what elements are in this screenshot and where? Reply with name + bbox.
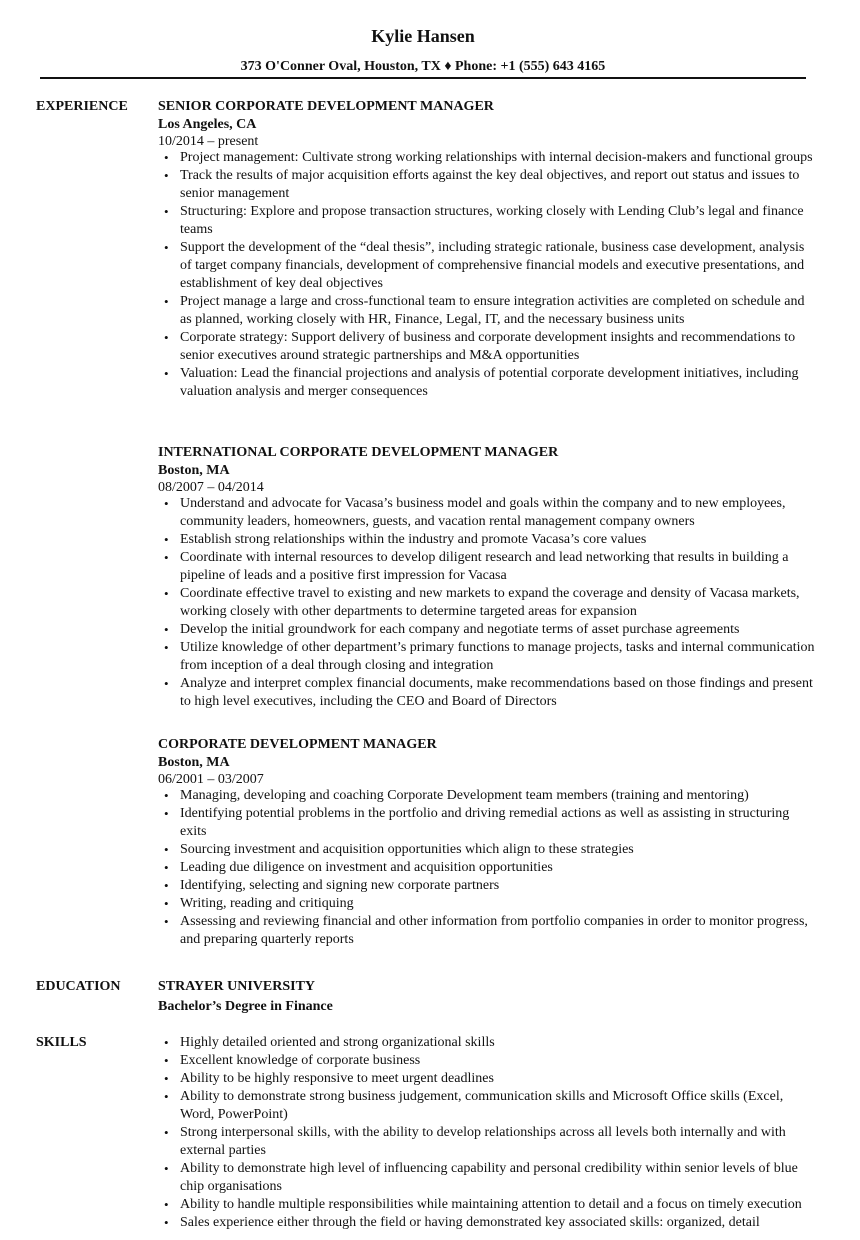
list-item: • Managing, developing and coaching Corporate Development team members (training and mentoring) xyxy=(180,787,818,805)
contact-line: 373 O'Conner Oval, Houston, TX ♦ Phone: +1 (555) 643 4165 xyxy=(240,59,606,74)
list-item: • Ability to demonstrate high level of influencing capability and personal credibility within senior levels of blue chip organisations xyxy=(180,1160,818,1196)
job-location: Boston, MA xyxy=(158,755,230,770)
resume-header xyxy=(0,24,846,48)
job-location: Los Angeles, CA xyxy=(158,117,257,132)
section-label-skills: SKILLS xyxy=(36,1035,87,1050)
job-dates: 10/2014 – present xyxy=(158,134,259,149)
list-item: • Identifying, selecting and signing new corporate partners xyxy=(180,877,818,895)
list-item: • Ability to demonstrate strong business judgement, communication skills and Microsoft Office skills (Excel, Word, PowerPoint) xyxy=(180,1088,818,1124)
job-title: CORPORATE DEVELOPMENT MANAGER xyxy=(158,737,437,752)
list-item: • Track the results of major acquisition efforts against the key deal objectives, and report out status and issues to senior management xyxy=(180,167,818,203)
job-bullets xyxy=(158,787,818,949)
list-item: • Highly detailed oriented and strong organizational skills xyxy=(180,1034,818,1052)
list-item: • Leading due diligence on investment and acquisition opportunities xyxy=(180,859,818,877)
list-item: • Writing, reading and critiquing xyxy=(180,895,818,913)
list-item: • Coordinate effective travel to existing and new markets to expand the coverage and density of Vacasa markets, working closely with other departments to determine targeted areas for expansion xyxy=(180,585,818,621)
job-entry xyxy=(158,736,818,949)
section-label-experience: EXPERIENCE xyxy=(36,99,128,114)
list-item: • Excellent knowledge of corporate business xyxy=(180,1052,818,1070)
job-entry xyxy=(158,444,818,711)
list-item: • Coordinate with internal resources to develop diligent research and lead networking that results in building a pipeline of leads and a positive first impression for Vacasa xyxy=(180,549,818,585)
list-item: • Utilize knowledge of other department’s primary functions to manage projects, tasks and internal communication from inception of a deal through closing and integration xyxy=(180,639,818,675)
job-dates: 06/2001 – 03/2007 xyxy=(158,772,264,787)
skills-list xyxy=(158,1034,818,1232)
list-item: • Corporate strategy: Support delivery of business and corporate development insights and recommendations to senior executives around strategic partnerships and M&A opportunities xyxy=(180,329,818,365)
list-item: • Ability to handle multiple responsibilities while maintaining attention to detail and a focus on timely execution xyxy=(180,1196,818,1214)
list-item: • Project management: Cultivate strong working relationships with internal decision-makers and functional groups xyxy=(180,149,818,167)
header-divider xyxy=(40,77,806,79)
list-item: • Strong interpersonal skills, with the ability to develop relationships across all levels both internally and with external parties xyxy=(180,1124,818,1160)
job-title: INTERNATIONAL CORPORATE DEVELOPMENT MANAGER xyxy=(158,445,559,460)
list-item: • Structuring: Explore and propose transaction structures, working closely with Lending Club’s legal and finance teams xyxy=(180,203,818,239)
job-bullets xyxy=(158,495,818,711)
list-item: • Project manage a large and cross-functional team to ensure integration activities are completed on schedule and as planned, working closely with HR, Finance, Legal, IT, and the necessary business units xyxy=(180,293,818,329)
degree: Bachelor’s Degree in Finance xyxy=(158,999,333,1014)
list-item: • Identifying potential problems in the portfolio and driving remedial actions as well as assisting in structuring exits xyxy=(180,805,818,841)
section-label-education: EDUCATION xyxy=(36,979,121,994)
list-item: • Support the development of the “deal thesis”, including strategic rationale, business case development, analysis of target company financials, development of comprehensive financial models and executive presentations, and establishment of key deal objectives xyxy=(180,239,818,293)
job-dates: 08/2007 – 04/2014 xyxy=(158,480,264,495)
skills-section xyxy=(158,1034,818,1232)
job-title: SENIOR CORPORATE DEVELOPMENT MANAGER xyxy=(158,99,494,114)
list-item: • Sourcing investment and acquisition opportunities which align to these strategies xyxy=(180,841,818,859)
list-item: • Understand and advocate for Vacasa’s business model and goals within the company and to new employees, community leaders, homeowners, guests, and vacation rental management company owners xyxy=(180,495,818,531)
list-item: • Analyze and interpret complex financial documents, make recommendations based on those findings and present to high level executives, including the CEO and Board of Directors xyxy=(180,675,818,711)
list-item: • Assessing and reviewing financial and other information from portfolio companies in order to monitor progress, and preparing quarterly reports xyxy=(180,913,818,949)
list-item: • Sales experience either through the field or having demonstrated key associated skills: organized, detail xyxy=(180,1214,818,1232)
candidate-name: Kylie Hansen xyxy=(371,26,475,46)
education-section xyxy=(158,978,818,1016)
job-bullets xyxy=(158,149,818,401)
list-item: • Valuation: Lead the financial projections and analysis of potential corporate development initiatives, including valuation analysis and merger consequences xyxy=(180,365,818,401)
job-entry xyxy=(158,98,818,401)
school-name: STRAYER UNIVERSITY xyxy=(158,979,316,994)
job-location: Boston, MA xyxy=(158,463,230,478)
list-item: • Develop the initial groundwork for each company and negotiate terms of asset purchase agreements xyxy=(180,621,818,639)
list-item: • Ability to be highly responsive to meet urgent deadlines xyxy=(180,1070,818,1088)
list-item: • Establish strong relationships within the industry and promote Vacasa’s core values xyxy=(180,531,818,549)
